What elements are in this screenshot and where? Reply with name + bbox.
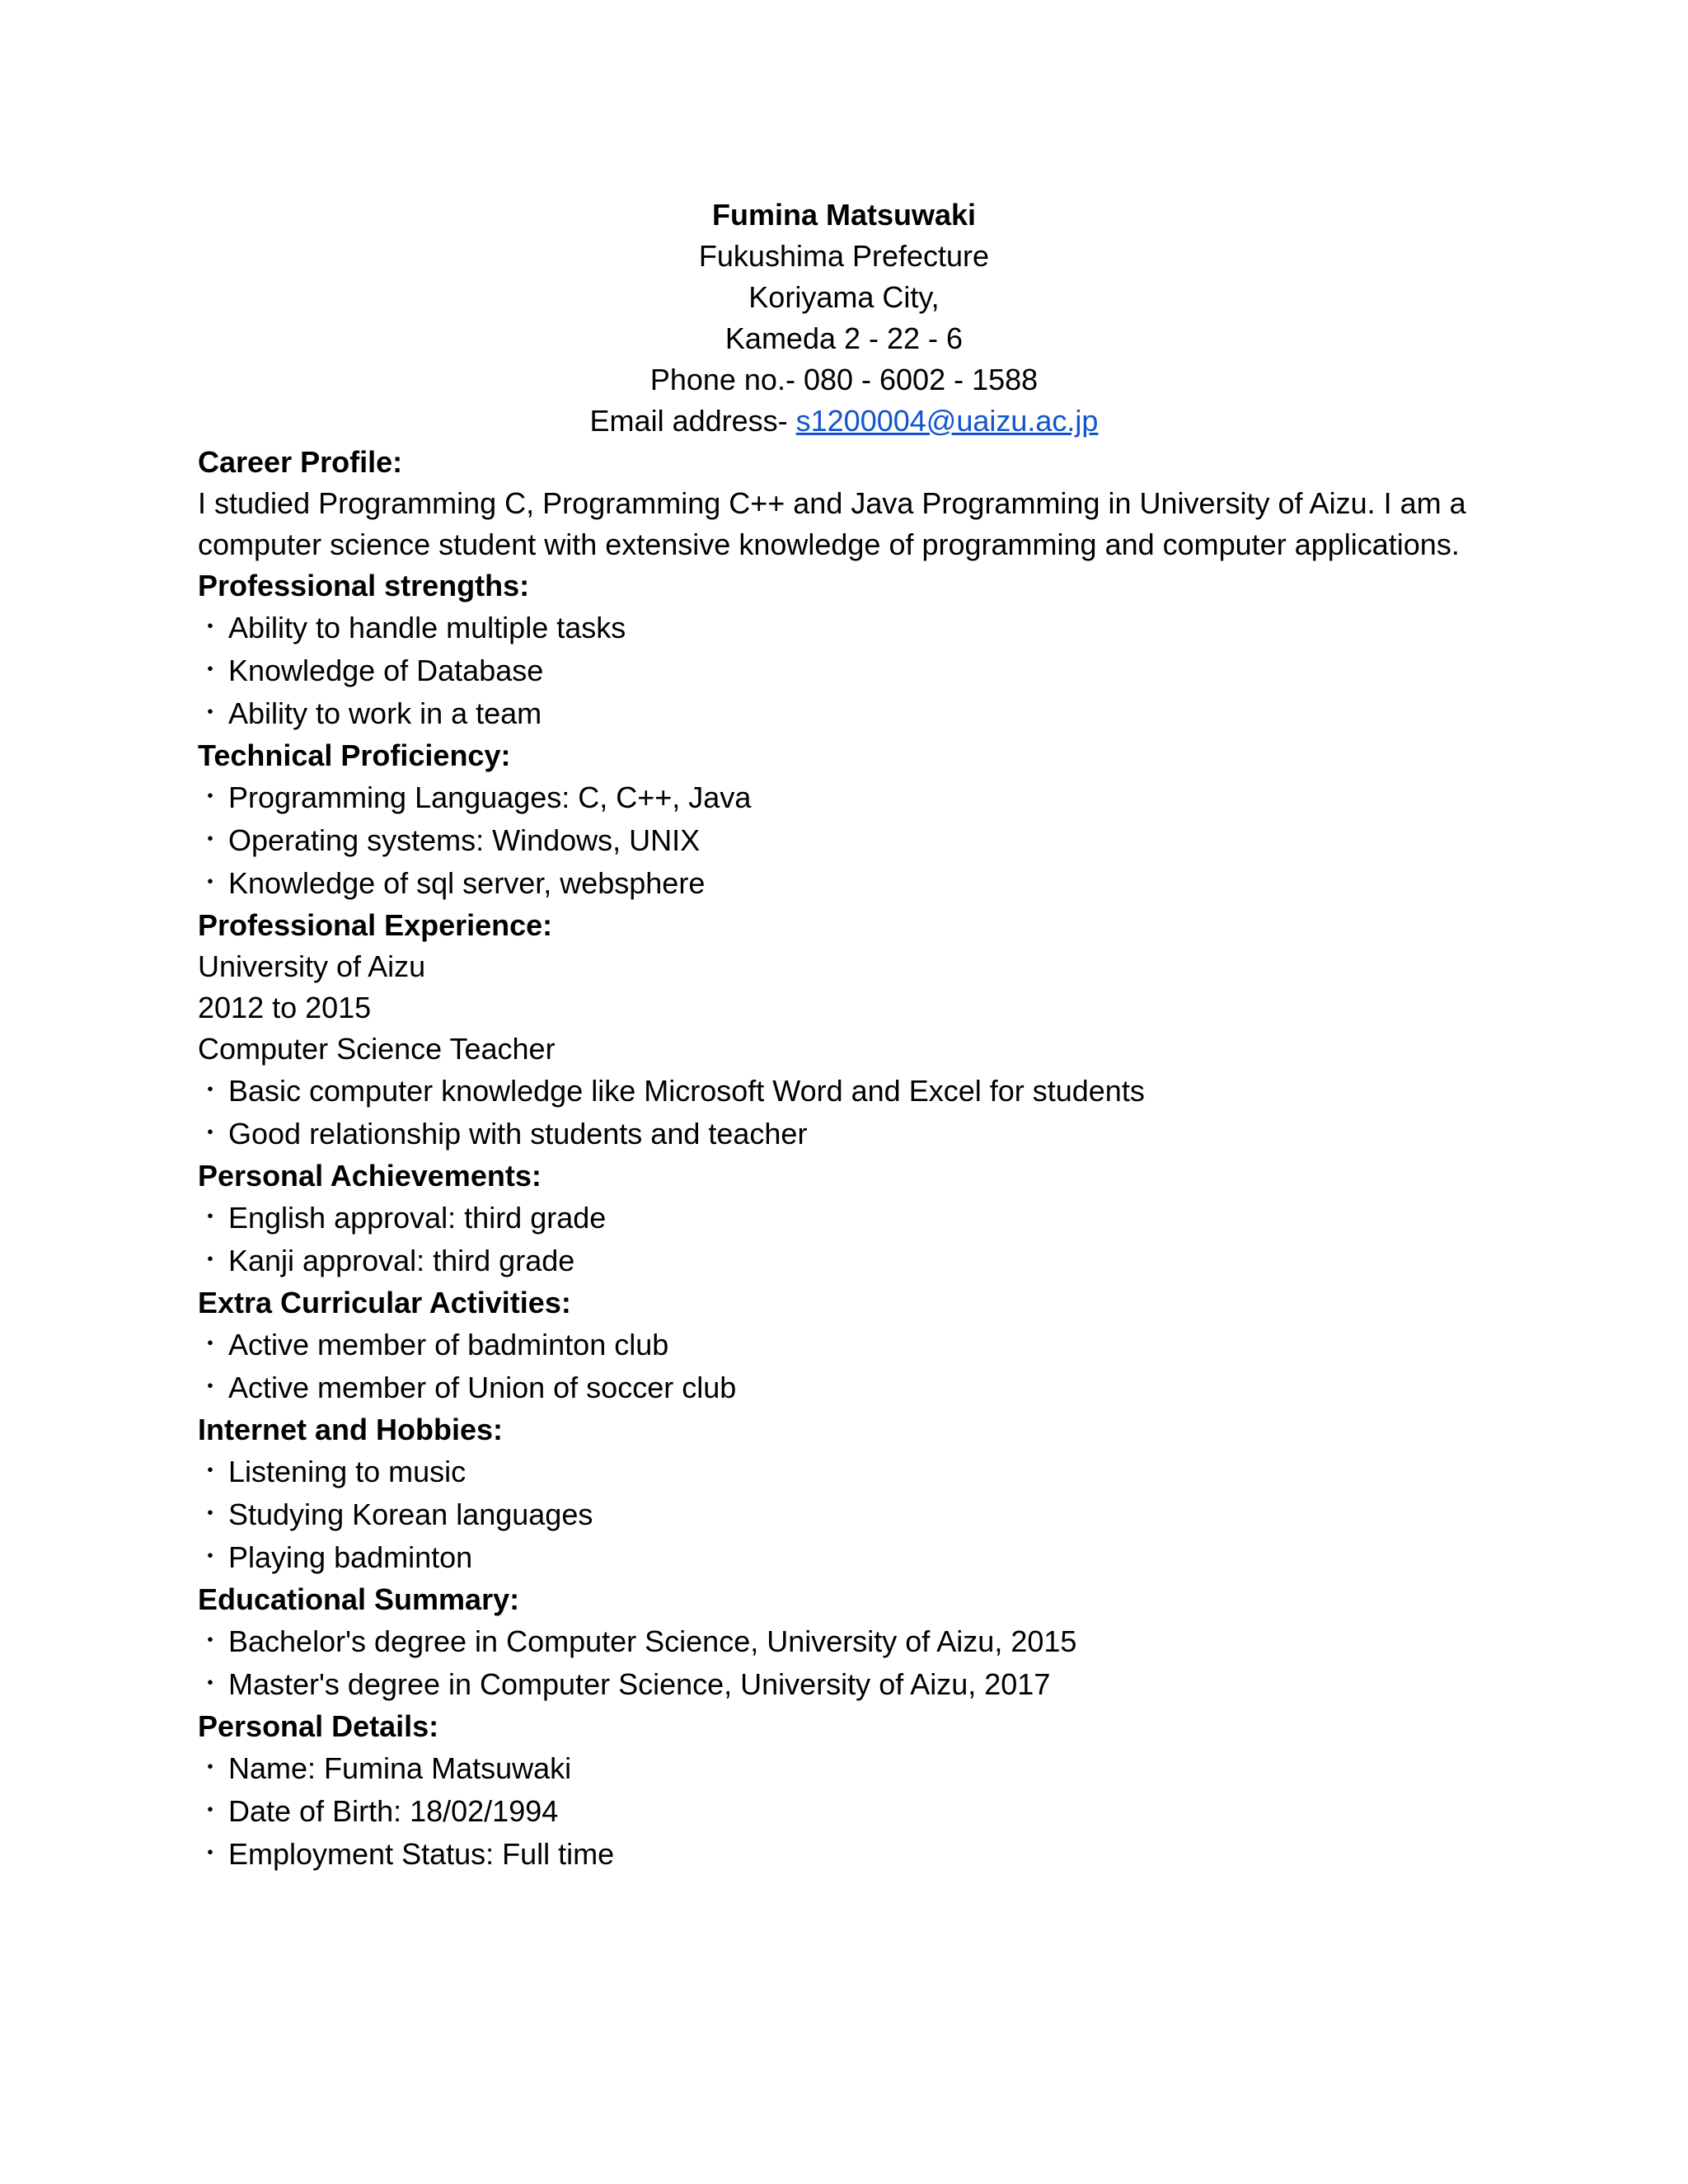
section-personal-achievements: [198, 1155, 1500, 1282]
section-internet-hobbies: [198, 1409, 1500, 1579]
list-item: [198, 692, 1500, 735]
resume-body: [198, 442, 1500, 1876]
section-title: Personal Achievements:: [198, 1159, 542, 1193]
section-title: Professional Experience:: [198, 908, 553, 942]
list-item: [198, 862, 1500, 905]
list-item-text: Knowledge of Database: [228, 654, 544, 687]
bullet-icon: ・: [198, 869, 223, 897]
list-item: [198, 1536, 1500, 1579]
list-item: [198, 607, 1500, 649]
list-item-text: Programming Languages: C, C++, Java: [228, 780, 752, 814]
bullet-icon: ・: [198, 1374, 223, 1401]
list-item-text: Master's degree in Computer Science, University of Aizu, 2017: [228, 1667, 1051, 1701]
resume-header: [0, 194, 1688, 442]
bullet-icon: ・: [198, 1120, 223, 1147]
list-item: [198, 776, 1500, 819]
list-item: [198, 1366, 1500, 1409]
bullet-list: [198, 1197, 1500, 1282]
list-item: [198, 1113, 1500, 1155]
list-item-text: Bachelor's degree in Computer Science, University of Aizu, 2015: [228, 1624, 1077, 1658]
list-item-text: Playing badminton: [228, 1540, 473, 1574]
list-item: [198, 1324, 1500, 1366]
list-item: [198, 1451, 1500, 1493]
experience-role: Computer Science Teacher: [198, 1032, 556, 1066]
bullet-icon: ・: [198, 1797, 223, 1825]
list-item-text: Active member of Union of soccer club: [228, 1371, 737, 1404]
list-item-text: Kanji approval: third grade: [228, 1244, 575, 1277]
section-professional-experience: [198, 905, 1500, 1155]
email-line: [0, 401, 1688, 442]
list-item-text: Basic computer knowledge like Microsoft Word and Excel for students: [228, 1074, 1145, 1108]
list-item: [198, 1663, 1500, 1706]
bullet-icon: ・: [198, 1840, 223, 1868]
list-item: [198, 1747, 1500, 1790]
list-item: [198, 1833, 1500, 1876]
experience-employer: University of Aizu: [198, 949, 426, 983]
list-item-text: Name: Fumina Matsuwaki: [228, 1751, 572, 1785]
list-item-text: Ability to work in a team: [228, 696, 542, 730]
section-title: Educational Summary:: [198, 1582, 520, 1616]
section-career-profile: [198, 442, 1500, 565]
list-item: [198, 1790, 1500, 1833]
bullet-icon: ・: [198, 1628, 223, 1655]
bullet-icon: ・: [198, 700, 223, 727]
list-item: [198, 649, 1500, 692]
section-extra-curricular: [198, 1282, 1500, 1409]
experience-period: 2012 to 2015: [198, 991, 372, 1024]
list-item: [198, 1197, 1500, 1240]
list-item: [198, 819, 1500, 862]
bullet-icon: ・: [198, 614, 223, 641]
bullet-list: [198, 1747, 1500, 1876]
bullet-list: [198, 1620, 1500, 1706]
list-item-text: Good relationship with students and teacher: [228, 1117, 808, 1151]
list-item-text: Knowledge of sql server, websphere: [228, 866, 706, 900]
list-item-text: Listening to music: [228, 1455, 467, 1488]
section-educational-summary: [198, 1579, 1500, 1706]
list-item-text: Operating systems: Windows, UNIX: [228, 823, 701, 857]
phone-number: Phone no.- 080 - 6002 - 1588: [649, 363, 1039, 396]
bullet-list: [198, 776, 1500, 905]
list-item-text: English approval: third grade: [228, 1201, 607, 1235]
bullet-icon: ・: [198, 1458, 223, 1485]
section-title: Professional strengths:: [198, 569, 530, 602]
section-title: Extra Curricular Activities:: [198, 1286, 571, 1319]
bullet-icon: ・: [198, 1544, 223, 1571]
bullet-icon: ・: [198, 1671, 223, 1698]
section-personal-details: [198, 1706, 1500, 1876]
section-title: Personal Details:: [198, 1709, 439, 1743]
email-link[interactable]: s1200004@uaizu.ac.jp: [795, 404, 1099, 438]
bullet-icon: ・: [198, 1204, 223, 1231]
list-item: [198, 1493, 1500, 1536]
list-item-text: Employment Status: Full time: [228, 1837, 615, 1871]
bullet-icon: ・: [198, 1077, 223, 1104]
bullet-icon: ・: [198, 657, 223, 684]
list-item: [198, 1620, 1500, 1663]
career-profile-text: I studied Programming C, Programming C++ and Java Programming in University of Aizu. I am a computer science student with extensive knowledge of programming and computer applications.: [198, 486, 1466, 561]
bullet-icon: ・: [198, 1755, 223, 1782]
list-item-text: Ability to handle multiple tasks: [228, 611, 626, 644]
email-label: Email address-: [589, 404, 796, 438]
bullet-icon: ・: [198, 1247, 223, 1274]
bullet-list: [198, 1070, 1500, 1155]
list-item-text: Studying Korean languages: [228, 1497, 593, 1531]
bullet-icon: ・: [198, 1501, 223, 1528]
address-prefecture: Fukushima Prefecture: [698, 239, 990, 273]
bullet-icon: ・: [198, 784, 223, 811]
section-title: Internet and Hobbies:: [198, 1413, 504, 1446]
section-title: Technical Proficiency:: [198, 738, 511, 772]
bullet-list: [198, 607, 1500, 735]
list-item: [198, 1070, 1500, 1113]
bullet-list: [198, 1451, 1500, 1579]
list-item: [198, 1240, 1500, 1282]
address-city: Koriyama City,: [748, 280, 940, 314]
applicant-name: Fumina Matsuwaki: [711, 198, 977, 232]
bullet-icon: ・: [198, 827, 223, 854]
section-professional-strengths: [198, 565, 1500, 735]
section-technical-proficiency: [198, 735, 1500, 905]
list-item-text: Date of Birth: 18/02/1994: [228, 1794, 559, 1828]
bullet-list: [198, 1324, 1500, 1409]
address-street: Kameda 2 - 22 - 6: [724, 321, 964, 355]
bullet-icon: ・: [198, 1331, 223, 1358]
section-title: Career Profile:: [198, 445, 403, 479]
list-item-text: Active member of badminton club: [228, 1328, 669, 1361]
